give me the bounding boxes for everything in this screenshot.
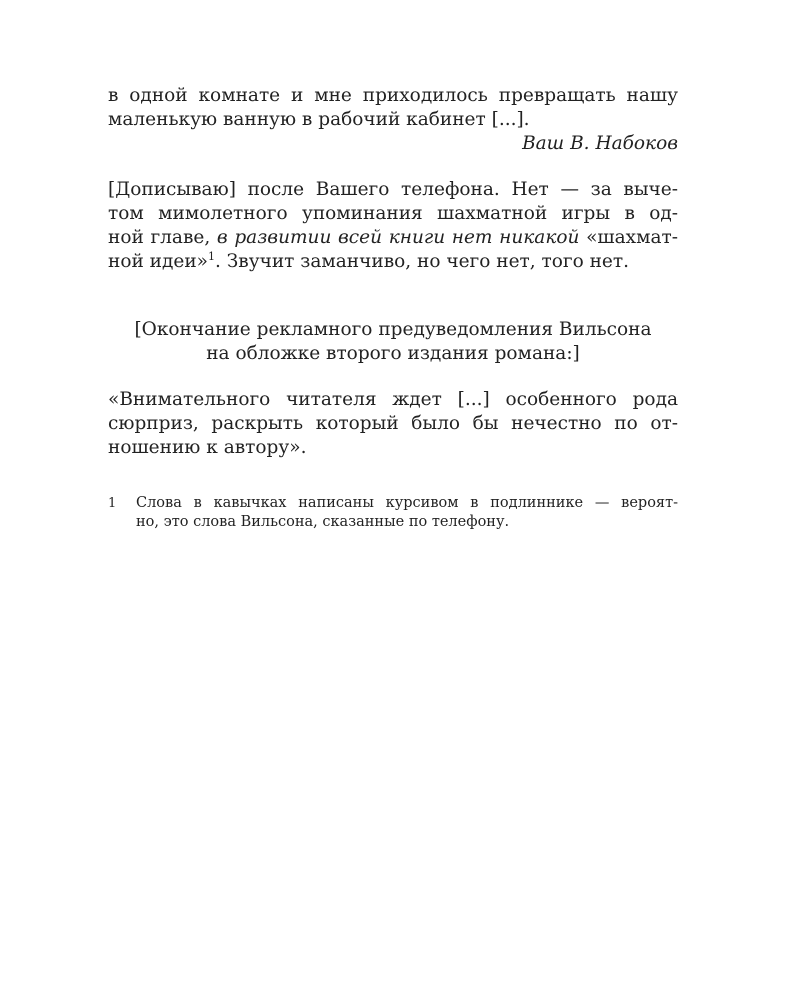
signature: Ваш В. Набоков [522, 133, 678, 154]
postscript-line-4-start: ной идеи» [108, 251, 208, 272]
footnote-number: 1 [108, 496, 117, 511]
postscript-line-1: [Дописываю] после Вашего телефона. Нет — за выче- [108, 179, 678, 200]
footnote [108, 494, 678, 532]
letter-line-2: маленькую ванную в рабочий кабинет [...]. [108, 109, 530, 130]
letter-ending [108, 84, 678, 132]
quote-paragraph [108, 388, 678, 460]
postscript-line-3-end: «шахмат- [579, 227, 679, 248]
heading-line-2: на обложке второго издания романа:] [206, 343, 580, 364]
postscript-line-3 [108, 226, 678, 250]
section-heading [108, 318, 678, 366]
footnote-line-1: Слова в кавычках написаны курсивом в подлиннике — вероят- [136, 495, 678, 511]
page-content [108, 84, 678, 532]
footnote-reference[interactable]: 1 [208, 249, 215, 263]
postscript-italic-phrase: в развитии всей книги нет никакой [216, 227, 580, 248]
quote-line-2: сюрприз, раскрыть который было бы нечестно по от- [108, 413, 678, 434]
postscript-line-4-end: . Звучит заманчиво, но чего нет, того нет. [215, 251, 630, 272]
footnote-line-2: но, это слова Вильсона, сказанные по телефону. [136, 514, 510, 530]
quote-line-1: «Внимательного читателя ждет [...] особенного рода [108, 389, 678, 410]
quote-line-3: ношению к автору». [108, 437, 307, 458]
postscript-line-4 [108, 250, 678, 274]
heading-line-1: [Окончание рекламного предуведомления Вильсона [134, 319, 652, 340]
letter-line-1: в одной комнате и мне приходилось превращать нашу [108, 85, 678, 106]
postscript-paragraph [108, 178, 678, 274]
postscript-line-3-start: ной главе, [108, 227, 217, 248]
postscript-line-2: том мимолетного упоминания шахматной игры в од- [108, 203, 678, 224]
